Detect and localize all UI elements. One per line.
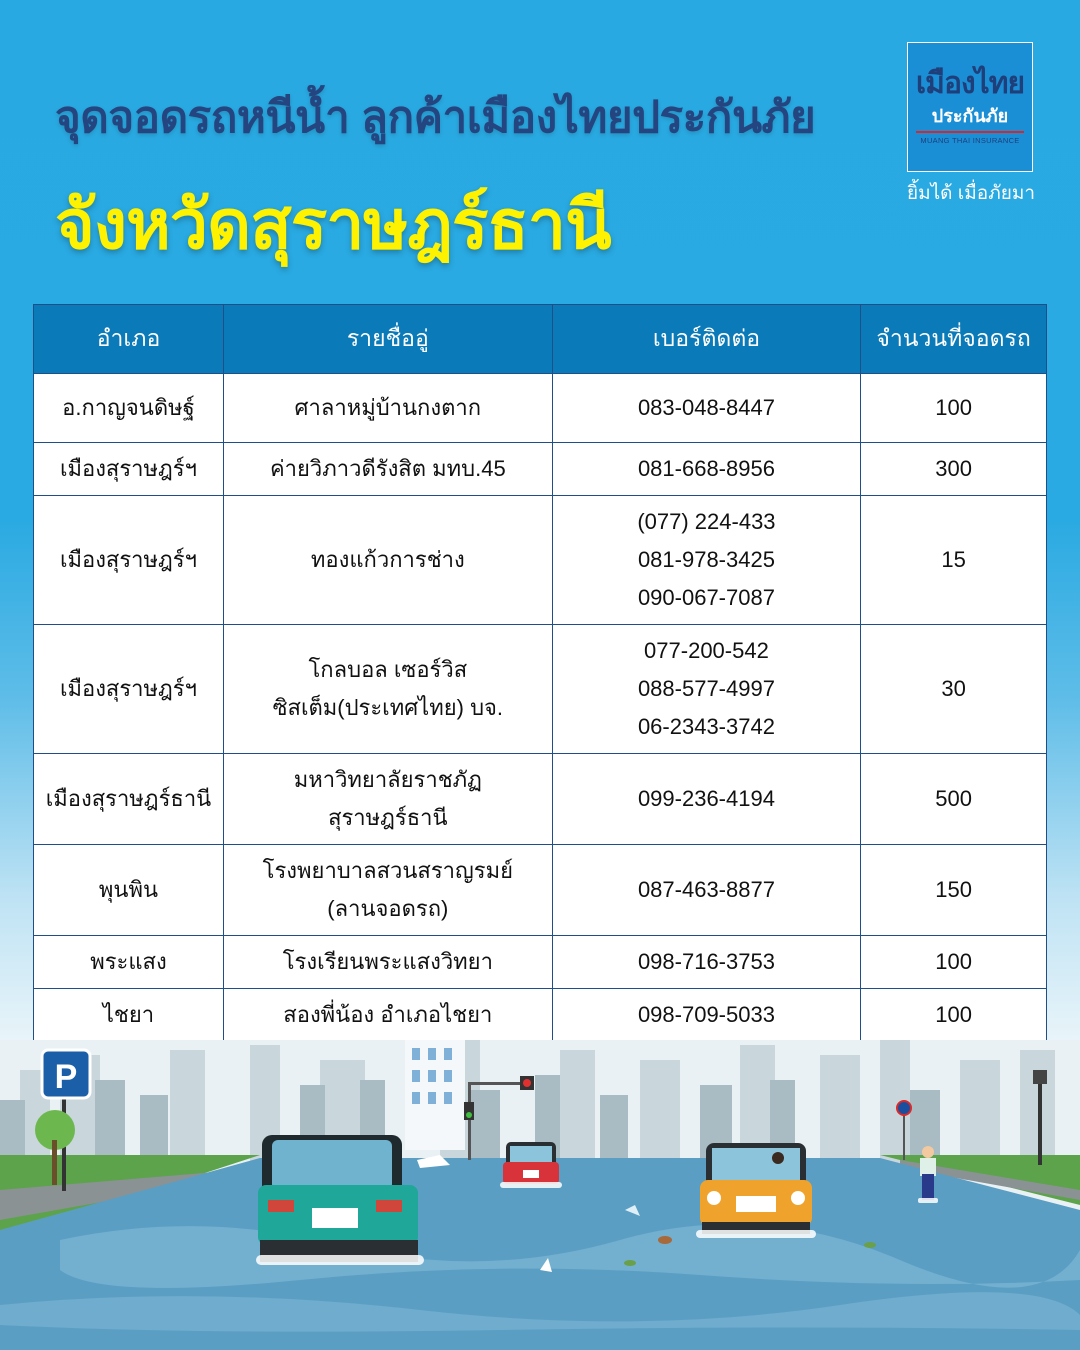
name-line: ทองแก้วการช่าง bbox=[310, 547, 465, 572]
parking-table bbox=[33, 304, 1047, 1042]
name-line: (ลานจอดรถ) bbox=[327, 896, 449, 921]
table-header-row bbox=[34, 305, 1047, 374]
flood-street-illustration bbox=[0, 1040, 1080, 1350]
phone-number: 077-200-542 bbox=[644, 638, 769, 663]
phone-number: 081-668-8956 bbox=[637, 456, 775, 481]
cell-phone bbox=[552, 374, 861, 443]
cell-name bbox=[223, 754, 552, 845]
logo-divider bbox=[916, 131, 1024, 133]
cell-phone bbox=[552, 845, 861, 936]
cell-district: เมืองสุราษฎร์ธานี bbox=[34, 754, 224, 845]
teal-car bbox=[256, 1135, 424, 1265]
cell-name bbox=[223, 374, 552, 443]
cell-phone bbox=[552, 443, 861, 496]
phone-number: 098-709-5033 bbox=[637, 1002, 775, 1027]
svg-text:P: P bbox=[54, 1058, 78, 1096]
name-line: ศาลาหมู่บ้านกงตาก bbox=[294, 395, 482, 420]
table-row bbox=[34, 496, 1047, 625]
table-row bbox=[34, 443, 1047, 496]
orange-car bbox=[696, 1143, 816, 1238]
name-line: มหาวิทยาลัยราชภัฏ bbox=[293, 767, 482, 792]
name-line: สุราษฎร์ธานี bbox=[328, 805, 448, 830]
cell-name bbox=[223, 496, 552, 625]
phone-number: 088-577-4997 bbox=[637, 676, 775, 701]
name-line: ซิสเต็ม(ประเทศไทย) บจ. bbox=[272, 695, 504, 720]
cell-district: เมืองสุราษฎร์ฯ bbox=[34, 496, 224, 625]
cell-capacity: 300 bbox=[861, 443, 1047, 496]
title-line-1: จุดจอดรถหนีน้ำ ลูกค้าเมืองไทยประกันภัย bbox=[55, 93, 816, 142]
cell-capacity: 150 bbox=[861, 845, 1047, 936]
table-row bbox=[34, 754, 1047, 845]
cell-capacity: 15 bbox=[861, 496, 1047, 625]
cell-capacity: 100 bbox=[861, 989, 1047, 1042]
cell-name bbox=[223, 845, 552, 936]
cell-district: พุนพิน bbox=[34, 845, 224, 936]
cell-name bbox=[223, 989, 552, 1042]
name-line: โรงเรียนพระแสงวิทยา bbox=[282, 949, 493, 974]
header-capacity: จำนวนที่จอดรถ bbox=[861, 305, 1047, 374]
cell-district: ไชยา bbox=[34, 989, 224, 1042]
phone-number: 090-067-7087 bbox=[637, 585, 775, 610]
cell-district: เมืองสุราษฎร์ฯ bbox=[34, 443, 224, 496]
name-line: สองพี่น้อง อำเภอไชยา bbox=[283, 1002, 493, 1027]
cell-name bbox=[223, 625, 552, 754]
cell-phone bbox=[552, 989, 861, 1042]
logo-sub-text: ประกันภัย bbox=[931, 106, 1009, 126]
cell-capacity: 500 bbox=[861, 754, 1047, 845]
cell-name bbox=[223, 443, 552, 496]
table-row bbox=[34, 625, 1047, 754]
logo-english-text: MUANG THAI INSURANCE bbox=[920, 136, 1020, 145]
cell-capacity: 100 bbox=[861, 374, 1047, 443]
table-row bbox=[34, 989, 1047, 1042]
phone-number: 06-2343-3742 bbox=[637, 714, 775, 739]
cell-phone bbox=[552, 625, 861, 754]
cell-phone bbox=[552, 754, 861, 845]
cell-phone bbox=[552, 936, 861, 989]
phone-number: 087-463-8877 bbox=[637, 877, 775, 902]
phone-number: (077) 224-433 bbox=[637, 509, 776, 534]
cell-district: พระแสง bbox=[34, 936, 224, 989]
cell-capacity: 100 bbox=[861, 936, 1047, 989]
phone-number: 099-236-4194 bbox=[637, 786, 775, 811]
table-row bbox=[34, 936, 1047, 989]
phone-number: 098-716-3753 bbox=[637, 949, 775, 974]
header-garage-name: รายชื่ออู่ bbox=[223, 305, 552, 374]
cell-district: อ.กาญจนดิษฐ์ bbox=[34, 374, 224, 443]
title-line-2-province: จังหวัดสุราษฎร์ธานี bbox=[55, 187, 611, 263]
brand-slogan: ยิ้มได้ เมื่อภัยมา bbox=[906, 183, 1036, 204]
phone-number: 081-978-3425 bbox=[637, 547, 775, 572]
table-row bbox=[34, 845, 1047, 936]
cell-phone bbox=[552, 496, 861, 625]
table-row bbox=[34, 374, 1047, 443]
cell-district: เมืองสุราษฎร์ฯ bbox=[34, 625, 224, 754]
header-contact: เบอร์ติดต่อ bbox=[552, 305, 861, 374]
name-line: โกลบอล เซอร์วิส bbox=[308, 657, 468, 682]
name-line: โรงพยาบาลสวนสราญรมย์ bbox=[262, 858, 513, 883]
brand-logo bbox=[907, 42, 1033, 172]
cell-name bbox=[223, 936, 552, 989]
cell-capacity: 30 bbox=[861, 625, 1047, 754]
phone-number: 083-048-8447 bbox=[637, 395, 775, 420]
header-district: อำเภอ bbox=[34, 305, 224, 374]
red-car bbox=[500, 1142, 562, 1188]
name-line: ค่ายวิภาวดีรังสิต มทบ.45 bbox=[269, 456, 506, 481]
logo-main-text: เมืองไทย bbox=[915, 67, 1025, 100]
